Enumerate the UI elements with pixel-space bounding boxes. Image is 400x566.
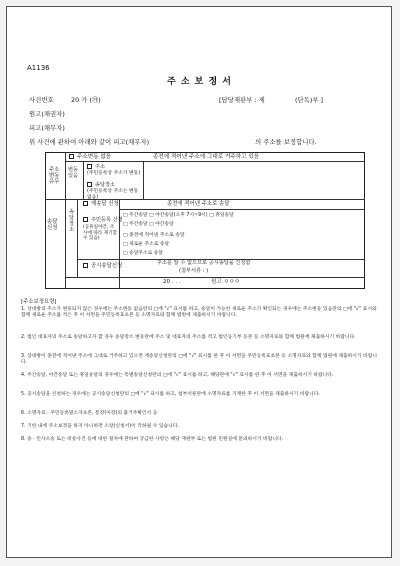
row2-check1[interactable]: 주소 (87, 164, 105, 170)
page-title: 주 소 보 정 서 (167, 77, 233, 87)
note-7: 7. 기한 내에 주소보정을 하지 아니하면 소장(신청서)이 각하될 수 있습니다. (21, 424, 179, 429)
dept-value: (단독)부 ] (295, 96, 324, 104)
note-2: 2. 법인 대표자의 주소로 송달하고자 할 경우 송달장소 변동란에 주소 및 대표자의 주소를 적고 법인등기부 등본 등 소명자료와 함께 법원에 제출하시기 바랍니다. (21, 335, 356, 340)
row3-group: 송달 신청 (47, 219, 58, 232)
date-line: 20 . . . (163, 279, 181, 285)
row2-check1-box[interactable] (87, 164, 92, 169)
note-8: 8. 송 · 민사소송 또는 비송사건 등에 대한 절차에 관하여 궁금한 사항은 해당 재판부 또는 법원 민원실에 문의하시기 바랍니다. (21, 437, 284, 442)
intro-text: 위 사건에 관하여 아래와 같이 피고(채무자) (29, 138, 150, 146)
row4-opt[interactable]: 공시송달신청 (83, 263, 122, 271)
row2-check2[interactable]: 송달장소 (87, 182, 115, 188)
row4-box[interactable] (83, 263, 88, 268)
row3-opt1[interactable]: 재송달 신청 (83, 201, 119, 209)
row2-check1-note: (주민등록상 주소가 변동) (87, 171, 141, 176)
defendant-label: 피고(채무자) (29, 124, 65, 132)
row3-sub: 송달 장소 (69, 209, 75, 233)
case-label: 사건번호 (29, 96, 54, 104)
form-code: A1136 (27, 64, 50, 72)
note-1: 1. 상대방의 주소가 변동되지 않은 경우에는 주소변동 없음란의 □에 "√" 표시를 하고, 송달이 가능한 새로운 주소가 확인되는 경우에는 주소변동 있음란의 □에 "√" 표시와 함께 새로운 주소를 적은 후 이 서면을 주민등록표초본 등 소명자료와 함께 법원에 제출하시기 바랍니다. (21, 307, 377, 319)
row3-opt2-note: (공휴일야간, 조사에 따라 제기할 수 있음) (83, 225, 117, 242)
row3-item-2[interactable]: □ 주간송달 □ 야간송달 (123, 222, 174, 227)
row3-opt2-box[interactable] (83, 217, 88, 222)
note-6: 6. 소명자료 : 주민등록말소자초본, 통장(이장)의 불거주확인서 등 (21, 411, 158, 416)
note-4: 4. 주간송달, 야간송달 또는 휴일송달의 경우에는 특별송달신청란의 □에 "√" 표시를 하고, 해당란에 "√" 표시를 한 후 이 서면을 제출하시기 바랍니다. (21, 373, 334, 378)
signer: 원고 ㅇㅇㅇ (211, 279, 240, 285)
row3-item-4[interactable]: □ 새로운 주소로 송달 (123, 242, 170, 247)
note-3: 3. 상대방이 종전에 적어낸 주소에 그대로 거주하고 있으면 재송달신청란의 □에 "√" 표시를 한 후 이 서면을 주민등록표초본 등 소명자료와 함께 법원에 제출하시기 바랍니다. (21, 354, 377, 366)
row3-opt1-box[interactable] (83, 201, 88, 206)
row3-opt2[interactable]: 주민등록 신청 (83, 217, 123, 223)
notes-title: [주소보정요령] (21, 299, 57, 305)
dept-label: [담당재판부 : 제 (219, 96, 265, 104)
row2-check2-box[interactable] (87, 182, 92, 187)
case-number: 20 가 (㉮) (71, 96, 101, 104)
row3-opt1-text: 종전에 적어낸 주소로 송달 (167, 201, 230, 207)
row3-item-1[interactable]: □ 주간송달 □ 야간송달(오후 7시~9시) □ 휴일송달 (123, 213, 234, 218)
row3-item-5[interactable]: □ 송달주소로 송달 (123, 251, 164, 256)
group-label-address: 주소변동 유무 (49, 167, 60, 185)
row2-subgroup: 변동 있음 (68, 167, 79, 179)
note-5: 5. 공시송달을 신청하는 경우에는 공시송달신청란의 □에 "√" 표시를 하고, 첨부서류란에 소명자료를 기재한 후 이 서면을 제출하시기 바랍니다. (21, 392, 320, 397)
row2-check2-note: (주민등록상 주소는 변동 없음) (87, 189, 139, 200)
row4-text-a: 주소를 알 수 없으므로 공시송달을 신청함 (157, 260, 251, 266)
intro-tail: 의 주소를 보정합니다. (255, 138, 317, 146)
plaintiff-label: 원고(채권자) (29, 110, 65, 118)
row1-checkbox[interactable] (69, 154, 74, 159)
row3-item-3[interactable]: □ 종전에 적어낸 주소로 송달 (123, 233, 185, 238)
row1-text: 종전에 적어낸 주소에 그대로 거주하고 있음 (153, 154, 260, 160)
form-sheet (6, 6, 392, 558)
row1-option[interactable]: 주소변동 없음 (69, 154, 111, 162)
row4-text-b: (첨부서류 : ) (179, 268, 209, 274)
